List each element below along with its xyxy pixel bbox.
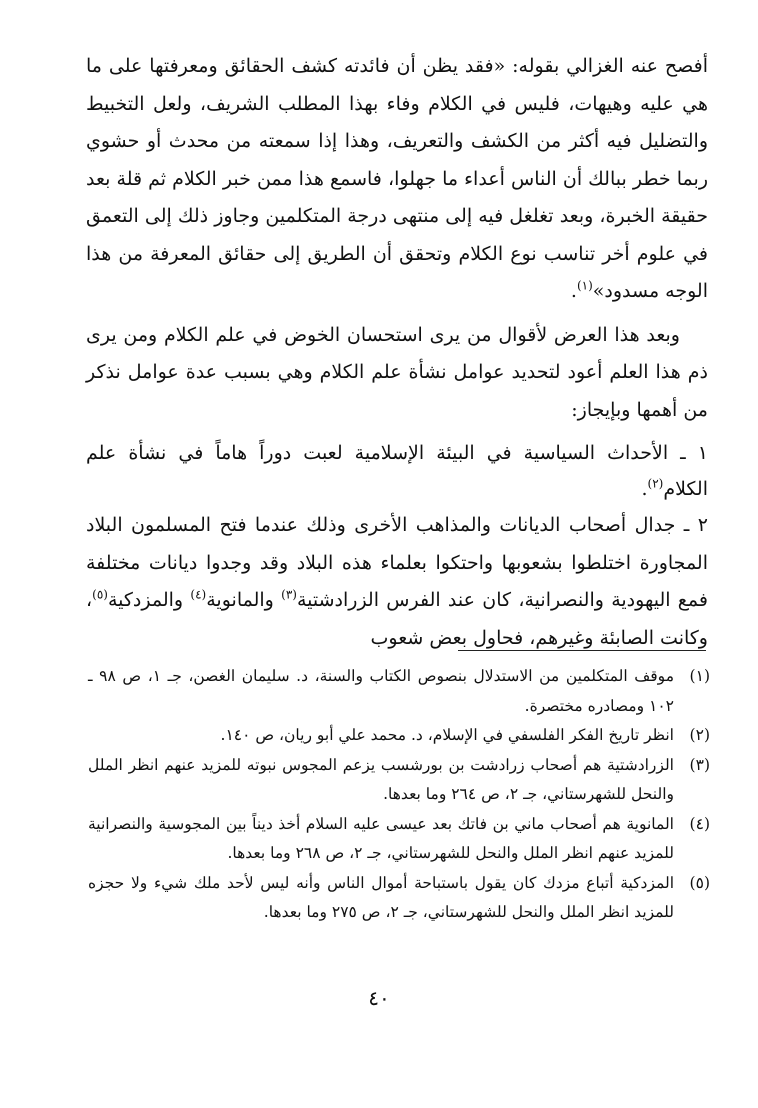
footnote-text: المزدكية أتباع مزدك كان يقول باستباحة أموال الناس وأنه ليس لأحد ملك شيء ولا حجزه للمزيد انظر الملل والنحل للشهرستاني، جـ ٢، ص ٢٧٥ وما بعدها.: [88, 873, 674, 921]
paragraph-intro: وبعد هذا العرض لأقوال من يرى استحسان الخوض في علم الكلام ومن يرى ذم هذا العلم أعود لتحديد عوامل نشأة علم الكلام وهي بسبب عدة عوامل نذكر من أهمها وبإيجاز:: [86, 323, 708, 421]
footnote-ref-1[interactable]: (١): [576, 278, 593, 293]
footnote-4: [88, 810, 710, 869]
footnote-text: المانوية هم أصحاب ماني بن فاتك بعد عيسى عليه السلام أخذ ديناً بين المجوسية والنصرانية للمزيد عنهم انظر الملل والنحل للشهرستاني، جـ ٢، ص ٢٦٨ وما بعدها.: [88, 814, 674, 862]
punctuation: .: [641, 478, 648, 500]
list-item-text: ، وكانت الصابئة وغيرهم، فحاول بعض شعوب: [86, 589, 708, 649]
footnote-2: [88, 721, 710, 751]
footnote-number: (١): [689, 667, 710, 685]
footnote-number: (٤): [689, 814, 710, 833]
footnote-3: [88, 751, 710, 810]
footnote-number: (٥): [689, 873, 710, 892]
paragraph-quote: [86, 48, 708, 311]
main-text: [86, 48, 708, 657]
footnote-separator: [458, 650, 706, 651]
footnote-ref-4[interactable]: (٤): [190, 587, 207, 602]
list-item-text: والمزدكية: [107, 589, 191, 611]
footnote-ref-5[interactable]: (٥): [92, 587, 108, 602]
footnote-ref-2[interactable]: (٢): [647, 476, 664, 491]
list-item-2: [86, 507, 708, 657]
list-item-text: ١ ـ الأحداث السياسية في البيئة الإسلامية لعبت دوراً هاماً في نشأة علم الكلام: [86, 442, 708, 500]
list-item-1: [86, 435, 708, 507]
footnote-text: انظر تاريخ الفكر الفلسفي في الإسلام، د. محمد علي أبو ريان، ص ١٤٠.: [220, 726, 674, 744]
footnote-text: موقف المتكلمين من الاستدلال بنصوص الكتاب والسنة، د. سليمان الغصن، جـ ١، ص ٩٨ ـ ١٠٢ ومصادره مختصرة.: [88, 667, 674, 715]
footnote-text: الزرادشتية هم أصحاب زرادشت بن بورشسب يزعم المجوس نبوته للمزيد عنهم انظر الملل والنحل للشهرستاني، جـ ٢، ص ٢٦٤ وما بعدها.: [88, 755, 674, 803]
list-item-text: والمانوية: [206, 589, 282, 611]
footnotes: [88, 662, 710, 928]
footnote-ref-3[interactable]: (٣): [281, 587, 297, 602]
page-number: ٤٠: [368, 986, 390, 1010]
punctuation: .: [570, 280, 577, 302]
footnote-1: [88, 662, 710, 721]
footnote-number: (٣): [689, 755, 710, 774]
list-item-text: ٢ ـ جدال أصحاب الديانات والمذاهب الأخرى وذلك عندما فتح المسلمون البلاد المجاورة اختلطوا بشعوبها واحتكوا بعلماء هذه البلاد وقد وجدوا ديانات مختلفة فمع اليهودية والنصرانية، كان عند الفرس الزرادشتية: [86, 514, 708, 611]
footnote-5: [88, 869, 710, 928]
paragraph-text: أفصح عنه الغزالي بقوله: «فقد يظن أن فائدته كشف الحقائق ومعرفتها على ما هي عليه وهيهات، فليس في الكلام وفاء بهذا المطلب الشريف، ولعل التخبيط والتضليل فيه أكثر من الكشف والتعريف، وهذا إذا سمعته من محدث أو حشوي ربما خطر ببالك أن الناس أعداء ما جهلوا، فاسمع هذا ممن خبر الكلام ثم قلة بعد حقيقة الخبرة، وبعد تغلغل فيه إلى منتهى درجة المتكلمين وجاوز ذلك إلى التعمق في علوم أخر تناسب نوع الكلام وتحقق أن الطريق إلى حقائق المعرفة من هذا الوجه مسدود»: [86, 55, 708, 302]
footnote-number: (٢): [689, 726, 710, 744]
